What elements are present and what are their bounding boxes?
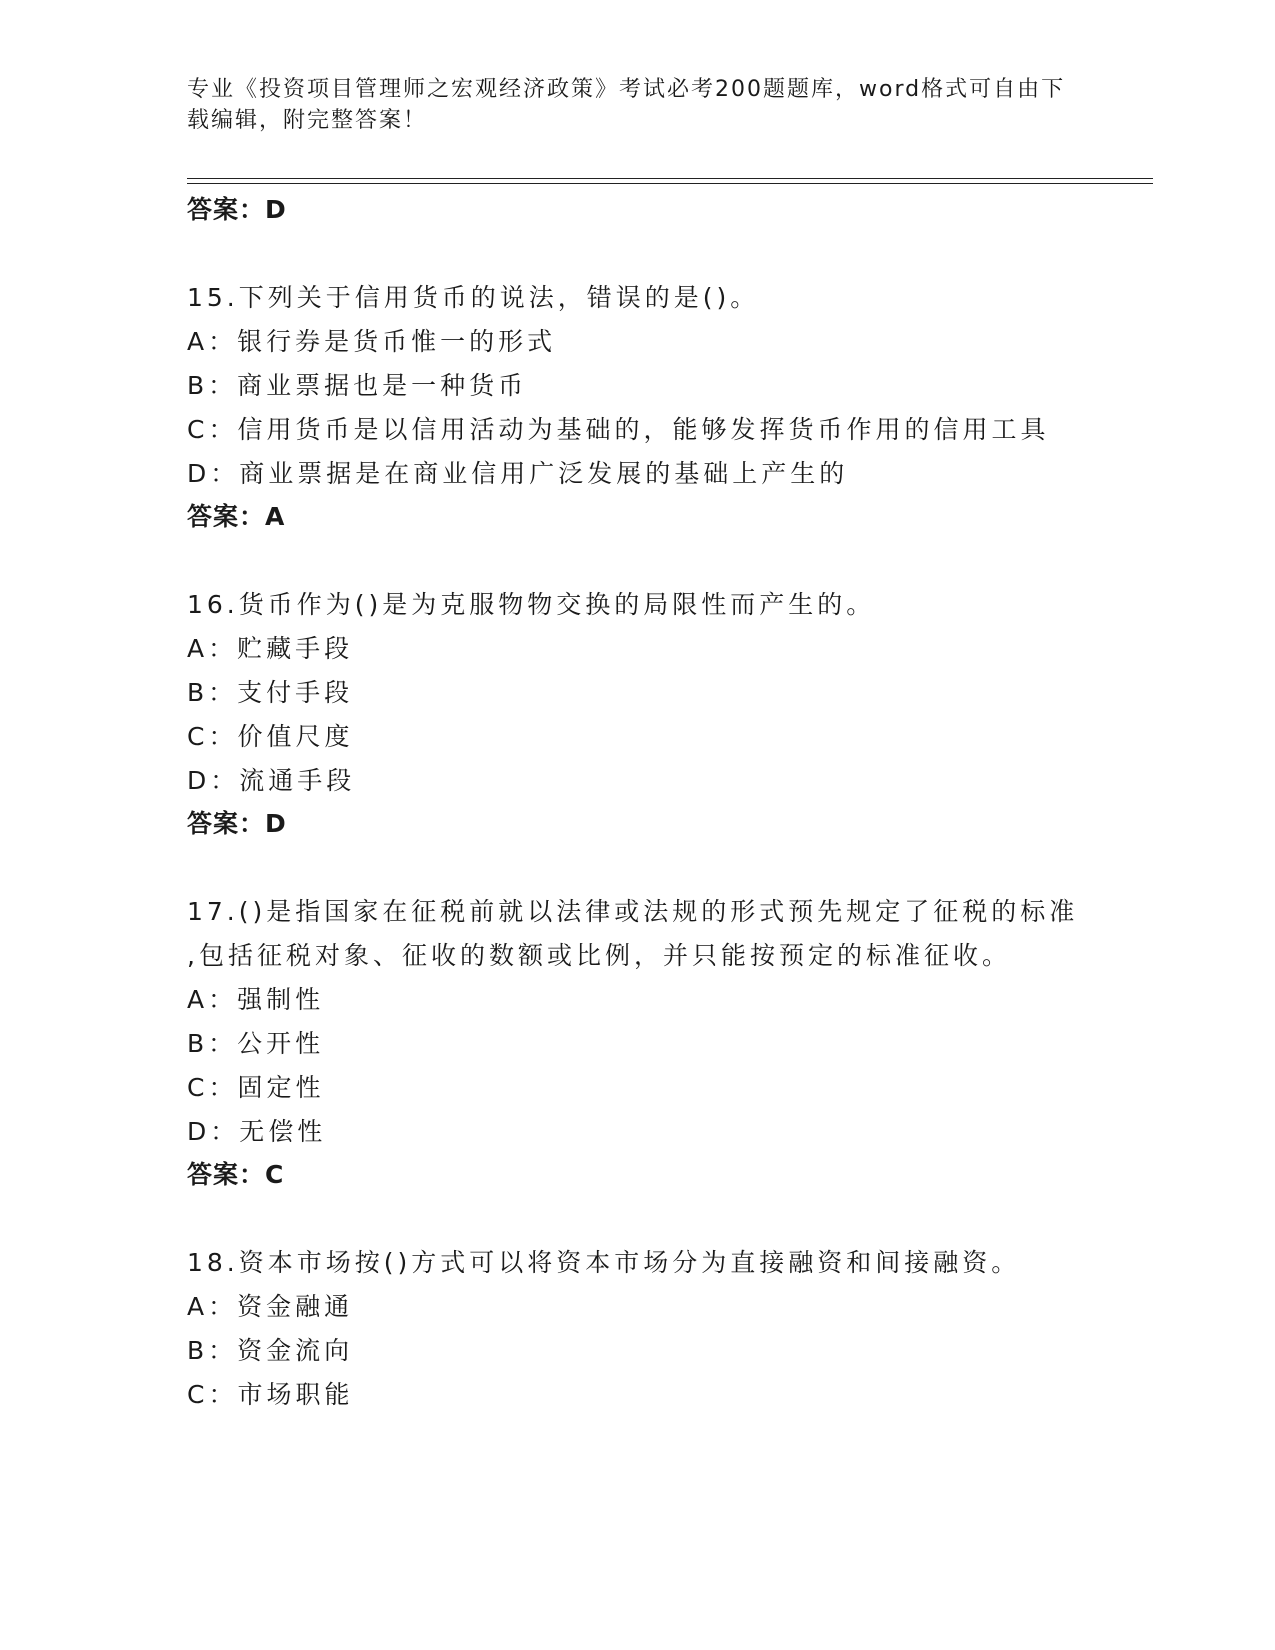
question-15-option-a: A：银行券是货币惟一的形式 [187,327,557,356]
question-15-stem: 15.下列关于信用货币的说法，错误的是()。 [187,283,760,312]
answer-prev: 答案：D [187,195,287,224]
question-16-option-d: D：流通手段 [187,766,356,795]
question-18-option-c: C：市场职能 [187,1380,354,1409]
header-rule-bottom [187,183,1153,184]
question-16-answer: 答案：D [187,809,287,838]
question-16-option-a: A：贮藏手段 [187,634,354,663]
question-17-option-b: B：公开性 [187,1029,325,1058]
question-18-option-b: B：资金流向 [187,1336,354,1365]
document-header: 专业《投资项目管理师之宏观经济政策》考试必考200题题库，word格式可自由下载编辑，附完整答案！ [187,77,1066,133]
question-16-option-b: B：支付手段 [187,678,354,707]
question-18-option-a: A：资金融通 [187,1292,354,1321]
question-15-answer: 答案：A [187,502,286,531]
question-16-option-c: C：价值尺度 [187,722,354,751]
question-17-answer: 答案：C [187,1160,285,1189]
question-17-stem-line-2: ,包括征税对象、征收的数额或比例，并只能按预定的标准征收。 [187,941,1011,970]
question-17-option-c: C：固定性 [187,1073,325,1102]
question-15-option-b: B：商业票据也是一种货币 [187,371,528,400]
question-18-stem: 18.资本市场按()方式可以将资本市场分为直接融资和间接融资。 [187,1248,1021,1277]
question-15-option-c: C：信用货币是以信用活动为基础的，能够发挥货币作用的信用工具 [187,415,1050,444]
question-17-option-a: A：强制性 [187,985,325,1014]
question-17-stem-line-1: 17.()是指国家在征税前就以法律或法规的形式预先规定了征税的标准 [187,897,1079,926]
question-15-option-d: D：商业票据是在商业信用广泛发展的基础上产生的 [187,459,849,488]
question-17-option-d: D：无偿性 [187,1117,327,1146]
question-16-stem: 16.货币作为()是为克服物物交换的局限性而产生的。 [187,590,876,619]
header-rule-top [187,178,1153,179]
